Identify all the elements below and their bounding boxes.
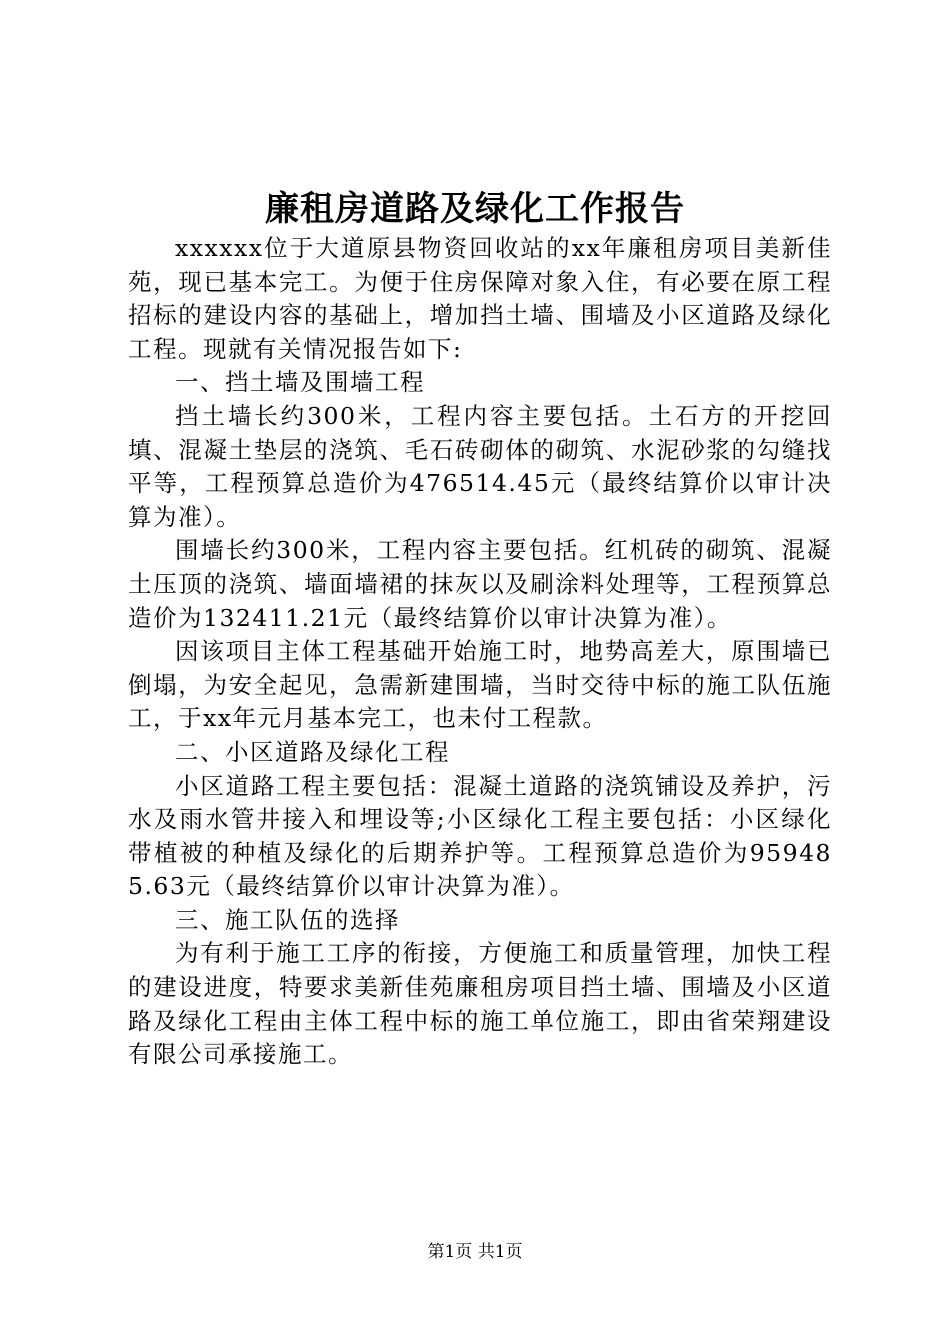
enclosure-wall-paragraph: 围墙长约300米，工程内容主要包括。红机砖的砌筑、混凝土压顶的浇筑、墙面墙裙的抹灰以及刷涂料处理等，工程预算总造价为132411.21元（最终结算价以审计决算为准）。 — [128, 536, 832, 632]
road-greening-paragraph: 小区道路工程主要包括：混凝土道路的浇筑铺设及养护，污水及雨水管井接入和埋设等;小区绿化工程主要包括：小区绿化带植被的种植及绿化的后期养护等。工程预算总造价为959485.63元（最终结算价以审计决算为准）。 — [128, 771, 832, 901]
wall-background-paragraph: 因该项目主体工程基础开始施工时，地势高差大，原围墙已倒塌，为安全起见，急需新建围墙，当时交待中标的施工队伍施工，于xx年元月基本完工，也未付工程款。 — [128, 637, 832, 733]
retaining-wall-paragraph: 挡土墙长约300米，工程内容主要包括。土石方的开挖回填、混凝土垫层的浇筑、毛石砖砌体的砌筑、水泥砂浆的勾缝找平等，工程预算总造价为476514.45元（最终结算价以审计决算为准）。 — [128, 401, 832, 531]
section-heading-2: 二、小区道路及绿化工程 — [175, 737, 450, 766]
page-number-footer: 第1页 共1页 — [427, 1242, 523, 1262]
document-title: 廉租房道路及绿化工作报告 — [265, 189, 685, 229]
document-body — [128, 232, 832, 1072]
contractor-selection-paragraph: 为有利于施工工序的衔接，方便施工和质量管理，加快工程的建设进度，特要求美新佳苑廉租房项目挡土墙、围墙及小区道路及绿化工程由主体工程中标的施工单位施工，即由省荣翔建设有限公司承接施工。 — [128, 939, 832, 1069]
section-heading-1: 一、挡土墙及围墙工程 — [175, 368, 425, 397]
intro-paragraph: xxxxxx位于大道原县物资回收站的xx年廉租房项目美新佳苑，现已基本完工。为便于住房保障对象入住，有必要在原工程招标的建设内容的基础上，增加挡土墙、围墙及小区道路及绿化工程。现就有关情况报告如下: — [128, 234, 832, 363]
section-heading-3: 三、施工队伍的选择 — [175, 905, 400, 934]
